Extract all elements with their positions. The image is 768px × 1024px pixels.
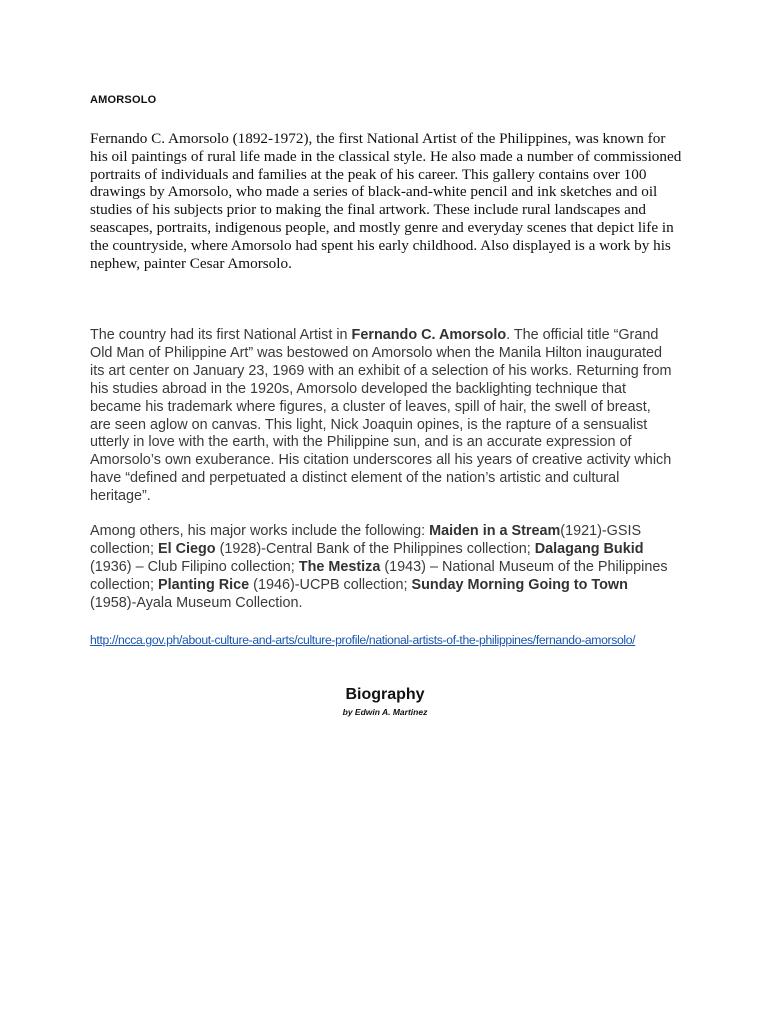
work-title: Maiden in a Stream: [429, 523, 561, 539]
national-artist-paragraph: [90, 327, 672, 506]
work-detail: (1936) – Club Filipino collection;: [90, 558, 299, 575]
artist-name: Fernando C. Amorsolo: [351, 327, 507, 343]
work-title: Planting Rice: [158, 576, 250, 593]
work-detail: (1928)-Central Bank of the Philippines collection;: [215, 540, 535, 557]
biography-author: by Edwin A. Martinez: [342, 707, 428, 717]
biography-title: Biography: [345, 686, 425, 703]
section-heading: AMORSOLO: [90, 94, 157, 106]
work-title: Sunday Morning Going to Town: [411, 576, 628, 593]
work-title: El Ciego: [158, 540, 216, 557]
paragraph-text: The country had its first National Artist in: [90, 327, 352, 343]
work-detail: (1946)-UCPB collection;: [249, 576, 412, 593]
work-detail: (1958)-Ayala Museum Collection.: [90, 594, 303, 611]
major-works-paragraph: [90, 523, 672, 613]
work-detail: (1921)-GSIS collection;: [90, 523, 642, 557]
work-title: Dalagang Bukid: [534, 540, 644, 557]
work-title: The Mestiza: [298, 558, 381, 575]
paragraph-text: . The official title “Grand Old Man of Philippine Art” was bestowed on Amorsolo when the Manila Hilton inaugurated its art center on January 23, 1969 with an exhibit of a selection of his works. Returning from his studies abroad in the 1920s, Amorsolo developed the backlighting technique that became his trademark where figures, a cluster of leaves, spill of hair, the swell of breast, are seen aglow on canvas. This light, Nick Joaquin opines, is the rapture of a sensualist utterly in love with the earth, with the Philippine sun, and is an accurate expression of Amorsolo’s own exuberance. His citation underscores all his years of creative activity which have “defined and perpetuated a distinct element of the nation’s artistic and cultural heritage”.: [90, 327, 672, 505]
work-detail: (1943) – National Museum of the Philippines collection;: [90, 558, 668, 593]
source-link[interactable]: http://ncca.gov.ph/about-culture-and-arts/culture-profile/national-artists-of-the-philippines/fernando-amorsolo/: [90, 633, 636, 647]
paragraph-text: Among others, his major works include the following:: [90, 523, 430, 539]
intro-paragraph: Fernando C. Amorsolo (1892-1972), the first National Artist of the Philippines, was known for his oil paintings of rural life made in the classical style. He also made a number of commissioned portraits of individuals and families at the peak of his career. This gallery contains over 100 drawings by Amorsolo, who made a series of black-and-white pencil and ink sketches and oil studies of his subjects prior to making the final artwork. These include rural landscapes and seascapes, portraits, indigenous people, and mostly genre and everyday scenes that depict life in the countryside, where Amorsolo had spent his early childhood. Also displayed is a work by his nephew, painter Cesar Amorsolo.: [90, 130, 682, 272]
